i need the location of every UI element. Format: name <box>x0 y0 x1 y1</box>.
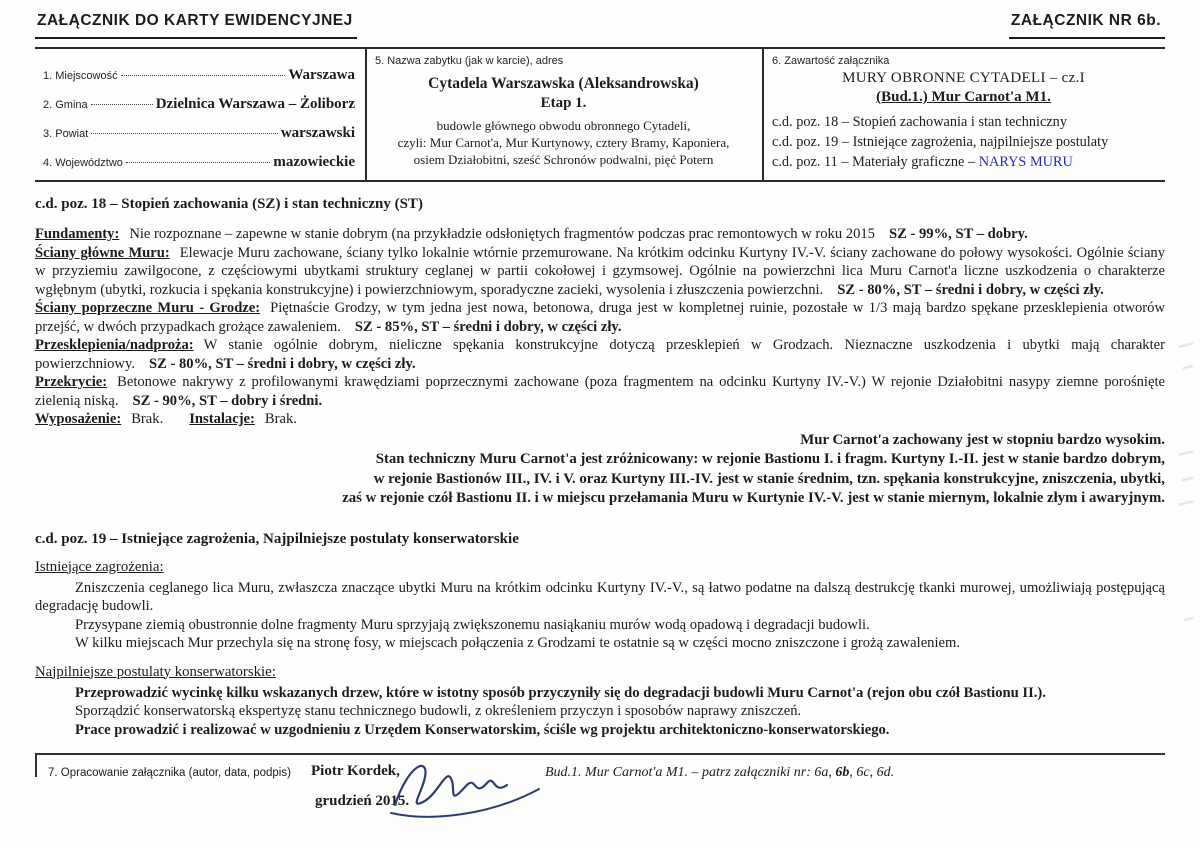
condition-paragraph-sciany-glowne <box>35 244 1165 300</box>
author-name: Piotr Kordek, <box>311 763 400 779</box>
postulate-paragraph: Prace prowadzić i realizować w uzgodnieniu z Urzędem Konserwatorskim, ściśle wg projektu architektoniczno-konserwatorskiego. <box>75 721 890 738</box>
field-gmina <box>43 96 355 113</box>
summary-line: Stan techniczny Muru Carnot'a jest zróżnicowany: w rejonie Bastionu I. i fragm. Kurtyny I.-II. jest w stanie bardzo dobrym, <box>375 451 1165 467</box>
contents-subtitle: (Bud.1.) Mur Carnot'a M1. <box>876 89 1051 105</box>
dotted-leader <box>126 162 270 163</box>
footer-divider <box>35 753 1165 755</box>
section-19 <box>35 531 1165 740</box>
reference-note-prefix: Bud.1. Mur Carnot'a M1. – patrz załączniki nr: 6a, <box>545 765 836 780</box>
status-value: SZ - 80%, ST – średni i dobry, w części zły. <box>148 355 416 372</box>
postulate-paragraph: Przeprowadzić wycinkę kilku wskazanych drzew, które w istotny sposób przyczyniły się do degradacji budowli Muru Carnot'a (rejon obu czół Bastionu II.). <box>75 684 1046 701</box>
contents-item: c.d. poz. 18 – Stopień zachowania i stan techniczny <box>772 114 1067 130</box>
status-value: SZ - 90%, ST – dobry i średni. <box>132 392 323 409</box>
threat-paragraph: W kilku miejscach Mur przechyla się na stronę fosy, w miejscach połączenia z Grodzami te ostatnie są w części mocno zniszczone i grożą zawaleniem. <box>75 635 960 651</box>
narys-muru-reference: NARYS MURU <box>978 154 1073 170</box>
field-label: 1. Miejscowość <box>43 70 118 82</box>
postulate-paragraph: Sporządzić konserwatorską ekspertyzę stanu technicznego budowli, z określeniem przyczyn i sposobów naprawy zniszczeń. <box>75 703 802 719</box>
postulates-label: Najpilniejsze postulaty konserwatorskie: <box>35 663 276 680</box>
threats-label: Istniejące zagrożenia: <box>35 558 164 575</box>
monument-description-line: osiem Działobitni, sześć Schronów podwalni, pięć Potern <box>413 152 714 167</box>
term-label: Instalacje: <box>189 411 255 427</box>
monument-field-label: 5. Nazwa zabytku (jak w karcie), adres <box>375 55 564 67</box>
field-label: 3. Powiat <box>43 128 89 140</box>
section-18 <box>35 196 1165 509</box>
monument-column <box>365 49 762 180</box>
condition-paragraph-przesklepienia <box>35 336 1165 373</box>
paragraph-text: Betonowe nakrywy z profilowanymi krawędziami poprzecznymi zachowane (poza fragmentem na odcinku Kurtyny IV.-V.) W rejonie Działobitni nasypy ziemne porośnięte zielenią niską. <box>35 374 1165 409</box>
dotted-leader <box>91 104 153 105</box>
threat-paragraph: Zniszczenia ceglanego lica Muru, zwłaszcza znaczące ubytki Muru na krótkim odcinku Kurtyny IV.-V., są łatwo podatne na dalszą destrukcję tkanki murowej, umożliwiają postępującą degradację budowli. <box>35 579 1165 614</box>
field-value: Warszawa <box>288 67 355 83</box>
section-18-heading: c.d. poz. 18 – Stopień zachowania (SZ) i stan techniczny (ST) <box>35 196 423 212</box>
signature <box>387 755 555 823</box>
condition-paragraph-przekrycie <box>35 373 1165 410</box>
dotted-leader <box>121 75 286 76</box>
contents-item-prefix: c.d. poz. 11 – Materiały graficzne – <box>772 154 979 170</box>
paragraph-text: Brak. <box>264 411 297 427</box>
contents-title: MURY OBRONNE CYTADELI – cz.I <box>842 70 1085 86</box>
paragraph-text: Piętnaście Grodzy, w tym jedna jest nowa, betonowa, druga jest w kompletnej ruinie, pozostałe w 1/3 mają bardzo spękane przesklepienia otworów przejść, w dwóch przypadkach grożące zawaleniem. <box>35 300 1165 335</box>
field-value: warszawski <box>280 125 355 141</box>
status-value: SZ - 85%, ST – średni i dobry, w części zły. <box>354 318 622 335</box>
monument-title: Cytadela Warszawska (Aleksandrowska) <box>428 75 699 92</box>
page-header <box>35 12 1165 39</box>
contents-item: c.d. poz. 19 – Istniejące zagrożenia, najpilniejsze postulaty <box>772 134 1109 150</box>
footer-field-label: 7. Opracowanie załącznika (autor, data, podpis) <box>48 767 291 779</box>
reference-note-suffix: , 6c, 6d. <box>849 765 895 780</box>
field-value: mazowieckie <box>273 154 355 170</box>
paragraph-text: Elewacje Muru zachowane, ściany tylko lokalnie wtórnie przemurowane. Na krótkim odcinku Kurtyny IV.-V. ściany zachowane do połowy wysokości. Ogólnie ściany w przyziemiu zawilgocone, z częściowymi ubytkami struktury ceglanej w partii cokołowej i gzymsowej. Ogólnie na powierzchni lica Muru Carnot'a liczne uszkodzenia o charakterze wgłębnym (ubytki, rozkucia i spękania konstrukcyjne) i powierzchniowym, sporadyczne zacieki, wysolenia i złuszczenia powierzchni. <box>35 244 1166 298</box>
term-label: Ściany główne Muru: <box>35 244 170 261</box>
condition-paragraph-fundamenty <box>35 225 1165 244</box>
header-left-title: ZAŁĄCZNIK DO KARTY EWIDENCYJNEJ <box>35 12 357 39</box>
paragraph-text: Brak. <box>131 411 164 427</box>
summary-line: zaś w rejonie czół Bastionu II. i w miejscu przełamania Muru w Kurtynie IV.-V. jest w stanie miernym, lokalnie złym i awaryjnym. <box>342 490 1165 506</box>
field-label: 2. Gmina <box>43 99 88 111</box>
header-right-title: ZAŁĄCZNIK NR 6b. <box>1009 12 1165 39</box>
contents-field-label: 6. Zawartość załącznika <box>772 55 890 67</box>
condition-paragraph-grodze <box>35 299 1165 336</box>
term-label: Fundamenty: <box>35 226 120 242</box>
paragraph-text: W stanie ogólnie dobrym, nieliczne spękania konstrukcyjne dotyczą przesklepień w Grodzach. Nieznaczne uszkodzenia i ubytki mają charakter powierzchniowy. <box>35 337 1165 372</box>
field-powiat <box>43 125 355 142</box>
field-value: Dzielnica Warszawa – Żoliborz <box>155 96 355 112</box>
section-19-heading: c.d. poz. 19 – Istniejące zagrożenia, Najpilniejsze postulaty konserwatorskie <box>35 530 519 547</box>
footer-date: grudzień 2015. <box>315 793 410 809</box>
paragraph-text: Nie rozpoznane – zapewne w stanie dobrym (na przykładzie odsłoniętych fragmentów podczas prac remontowych w roku 2015 <box>129 226 875 242</box>
contents-column <box>762 49 1165 180</box>
term-label: Przekrycie: <box>35 374 108 390</box>
field-label: 4. Województwo <box>43 157 123 169</box>
dotted-leader <box>91 133 278 134</box>
status-value: SZ - 80%, ST – średni i dobry, w części zły. <box>837 281 1104 298</box>
reference-note <box>545 765 894 781</box>
term-label: Wyposażenie: <box>35 411 122 427</box>
contents-item <box>772 152 1155 172</box>
term-label: Ściany poprzeczne Muru - Grodze: <box>35 300 261 316</box>
footer <box>35 763 1165 833</box>
location-column <box>35 49 365 180</box>
summary-line: w rejonie Bastionów III., IV. i V. oraz Kurtyny III.-IV. jest w stanie średnim, tzn. spękania konstrukcyjne, zniszczenia, ubytki, <box>373 470 1165 487</box>
condition-summary <box>35 431 1165 509</box>
condition-paragraph-wyposazenie <box>35 410 1165 429</box>
field-wojewodztwo <box>43 154 355 171</box>
monument-description-line: budowle głównego obwodu obronnego Cytadeli, <box>436 118 691 133</box>
monument-description-line: czyli: Mur Carnot'a, Mur Kurtynowy, cztery Bramy, Kaponiera, <box>397 135 730 150</box>
field-miejscowosc <box>43 67 355 84</box>
info-table <box>35 47 1165 182</box>
term-label: Przesklepienia/nadproża: <box>35 337 194 353</box>
summary-line: Mur Carnot'a zachowany jest w stopniu bardzo wysokim. <box>800 431 1165 448</box>
status-value: SZ - 99%, ST – dobry. <box>888 226 1028 242</box>
monument-stage: Etap 1. <box>540 95 587 111</box>
reference-note-highlight: 6b <box>835 765 850 780</box>
threat-paragraph: Przysypane ziemią obustronnie dolne fragmenty Muru sprzyjają zwiększonemu nasiąkaniu murów wodą opadową i degradacji budowli. <box>75 616 870 633</box>
contents-items <box>772 112 1155 172</box>
